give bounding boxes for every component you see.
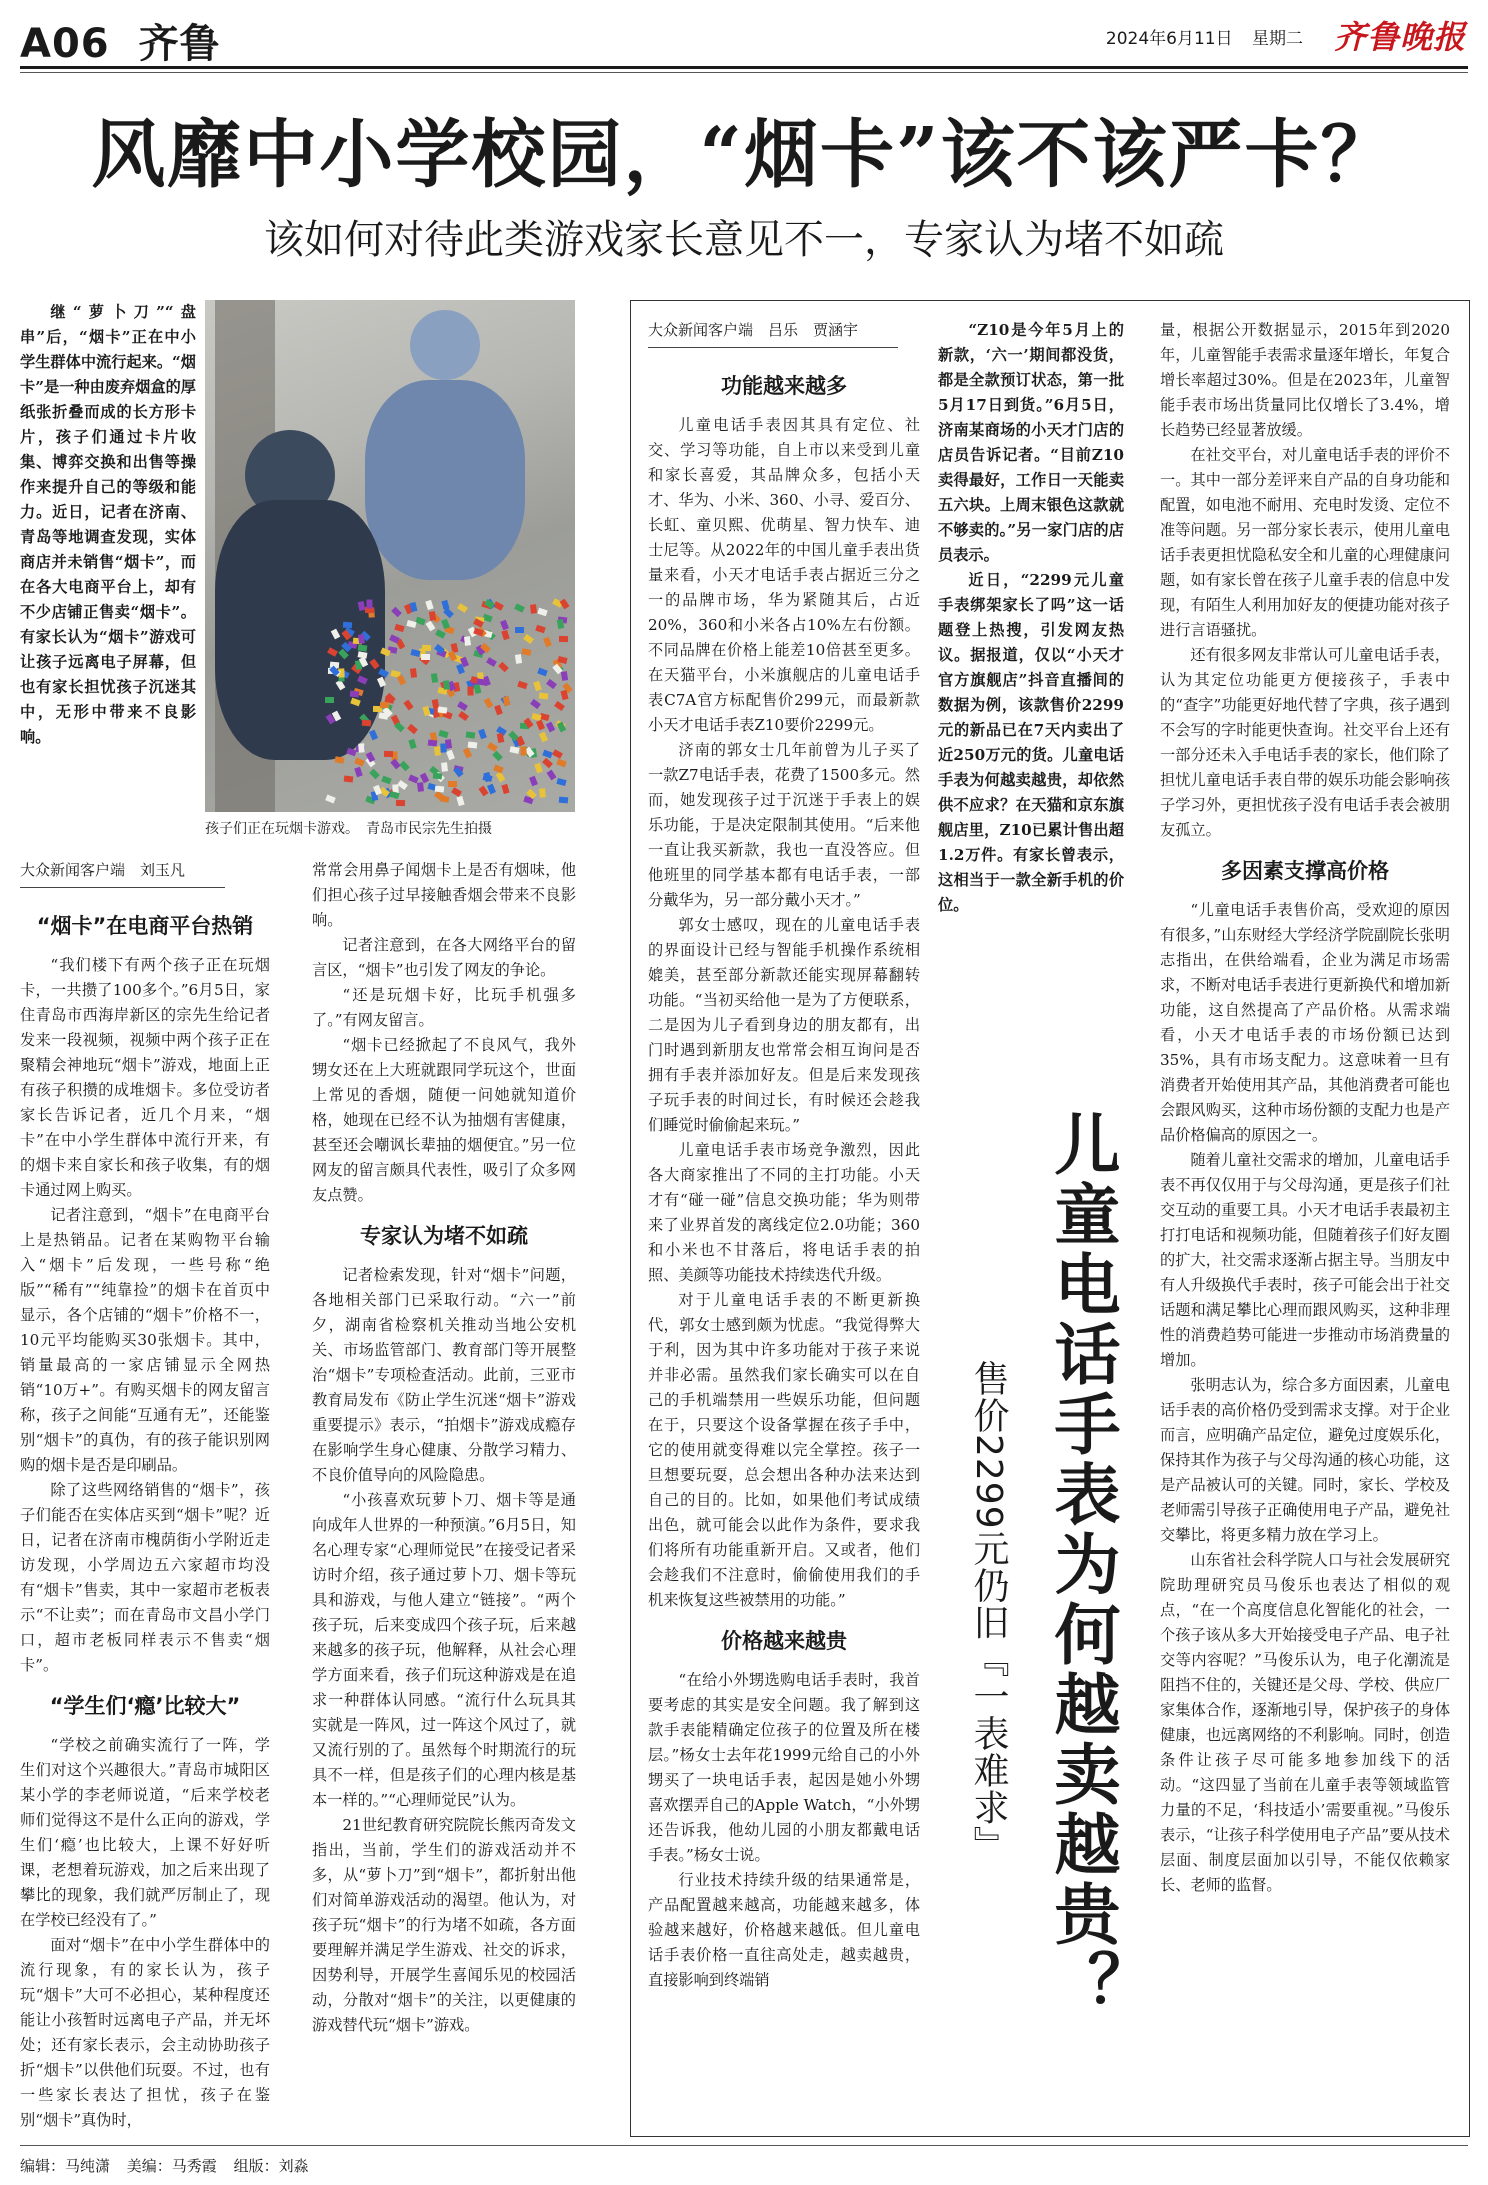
paragraph: 儿童电话手表市场竞争激烈，因此各大商家推出了不同的主打功能。小天才有“碰一碰”信息交换功能；华为则带来了业界首发的离线定位2.0功能；360和小米也不甘落后，将电话手表的拍照、美颜等功能技术持续迭代升级。 [648, 1141, 920, 1284]
photo-card [435, 785, 445, 792]
designer-credit: 美编：马秀霞 [126, 2157, 217, 2175]
proof-credit: 组版：刘淼 [233, 2157, 309, 2175]
photo-card [537, 667, 548, 676]
photo-card [496, 772, 506, 783]
section-heading-addiction: “学生们‘瘾’比较大” [49, 1694, 241, 1718]
photo-card [397, 779, 408, 789]
photo-card [498, 662, 509, 673]
article1-byline: 大众新闻客户端 刘玉凡 [20, 858, 225, 888]
photo-card [343, 776, 353, 783]
photo-card [457, 701, 468, 711]
article2-column-2 [938, 318, 1124, 918]
photo-card [457, 603, 468, 613]
footer-rule [20, 2145, 1468, 2146]
photo-card [484, 697, 494, 708]
photo-card [415, 617, 426, 626]
paragraph: “学校之前确实流行了一阵，学生们对这个兴趣很大。”青岛市城阳区某小学的李老师说道，“后来学校老师们觉得这不是什么正向的游戏，学生们‘瘾’也比较大，上课不好好听课，老想着玩游戏，加之后来出现了攀比的现象，我们就严厉制止了，现在学校已经没有了。” [20, 1736, 270, 1929]
photo-card [429, 612, 436, 622]
photo-card [384, 751, 393, 757]
photo-card [367, 599, 373, 608]
photo-card [536, 625, 546, 633]
photo-card [431, 674, 438, 684]
paragraph: “儿童电话手表售价高，受欢迎的原因有很多，”山东财经大学经济学院副院长张明志指出，在供给端看，企业为满足市场需求，不断对电话手表进行更新换代和增加新功能，这自然提高了产品价格。从需求端看，小天才电话手表的市场份额已达到35%，具有市场支配力。这意味着一旦有消费者开始使用其产品，其他消费者可能也会跟风购买，这种市场份额的支配力也是产品价格偏高的原因之一。 [1160, 901, 1450, 1144]
photo-card [496, 733, 504, 743]
photo-card [486, 657, 497, 667]
paragraph: 对于儿童电话手表的不断更新换代，郭女士感到颇为忧虑。“我觉得弊大于利，因为其中许多功能对于孩子来说并非必需。虽然我们家长确实可以在自己的手机端禁用一些娱乐功能，但问题在于，只要这个设备掌握在孩子手中，它的使用就变得难以完全掌控。孩子一旦想要玩耍，总会想出各种办法来达到自己的目的。比如，如果他们考试成绩出色，就可能会以此作为条件，要求我们将所有功能重新开启。又或者，他们会趁我们不注意时，偷偷使用我们的手机来恢复这些被禁用的功能。” [648, 1291, 920, 1609]
photo-child-body [365, 380, 525, 580]
photo-card [325, 697, 334, 703]
photo-card [443, 680, 450, 690]
date-text: 2024年6月11日 [1105, 29, 1233, 49]
weekday-text: 星期二 [1252, 29, 1303, 49]
photo-card [556, 758, 567, 767]
photo-card [354, 767, 362, 777]
paragraph: 张明志认为，综合多方面因素，儿童电话手表的高价格仍受到需求支撑。对于企业而言，应明确产品定位，避免过度娱乐化，保持其作为孩子与父母沟通的核心功能，这是产品被认可的关键。同时，家长、学校及老师需引导孩子正确使用电子产品，避免社交攀比，将更多精力放在学习上。 [1160, 1376, 1450, 1544]
photo-card [539, 788, 546, 797]
header-rule [20, 66, 1468, 69]
headline: 风靡中小学校园，“烟卡”该不该严卡？ [91, 112, 1397, 198]
photo-card [517, 681, 527, 689]
photo-card [546, 721, 555, 732]
photo-card [467, 687, 473, 696]
paragraph: 儿童电话手表因其具有定位、社交、学习等功能，自上市以来受到儿童和家长喜爱，其品牌众多，包括小天才、华为、小米、360、小寻、爱百分、长虹、童贝熙、优萌星、智力快车、迪士尼等。从2022年的中国儿童手表出货量来看，小天才电话手表占据近三分之一的品牌市场，华为紧随其后，占近20%，360和小米各占10%左右份额。不同品牌在价格上能差10倍甚至更多。在天猫平台，小米旗舰店的儿童电话手表C7A官方标配售价299元，而最新款小天才电话手表Z10要价2299元。 [648, 416, 920, 734]
photo-card [441, 743, 447, 752]
header-rule-thin [20, 72, 1468, 73]
photo-card [403, 700, 413, 711]
article2-column-3 [1160, 318, 1450, 1898]
photo-card [547, 770, 557, 781]
paragraph: 量，根据公开数据显示，2015年到2020年，儿童智能手表需求量逐年增长，年复合增长率超过30%。但是在2023年，儿童智能手表市场出货量同比仅增长了3.4%，增长趋势已经显著放缓。 [1160, 321, 1450, 439]
photo-card [557, 721, 566, 732]
photo-card [446, 749, 455, 760]
article2-vertical-title: 儿童电话手表为何越卖越贵？ [1043, 1110, 1121, 2020]
photo-card [390, 791, 400, 799]
section-name: 齐鲁 [138, 21, 221, 67]
section-heading-functions: 功能越来越多 [721, 374, 847, 398]
photo-card [399, 761, 410, 772]
photo-card [456, 796, 464, 806]
photo-card [394, 722, 405, 733]
photo-card [557, 778, 567, 786]
photo-card [554, 701, 565, 711]
photo-card [542, 749, 553, 758]
photo-card [426, 600, 434, 610]
photo-card [510, 746, 520, 754]
photo-child-body-2 [215, 500, 385, 760]
article1-column-2 [312, 858, 576, 2038]
paragraph: “我们楼下有两个孩子正在玩烟卡，一共攒了100多个。”6月5日，家住青岛市西海岸新区的宗先生给记者发来一段视频，视频中两个孩子正在聚精会神地玩“烟卡”游戏，地面上正有孩子积攒的成堆烟卡。多位受访者家长告诉记者，近几个月来，“烟卡”在中小学生群体中流行开来，有的烟卡来自家长和孩子收集，有的烟卡通过网上购买。 [20, 956, 270, 1199]
page-number [20, 12, 221, 69]
article1-column-1 [20, 858, 270, 2133]
photo-card [468, 741, 478, 748]
photo-card [448, 781, 457, 787]
photo-card [408, 739, 416, 749]
photo-card [458, 711, 469, 721]
photo-card [439, 795, 449, 802]
photo-card [410, 668, 417, 678]
photo-card [557, 619, 564, 629]
paragraph: 记者注意到，“烟卡”在电商平台上是热销品。记者在某购物平台输入“烟卡”后发现，一些号称“绝版”“稀有”“纯靠捡”的烟卡在首页中显示，各个店铺的“烟卡”价格不一，10元平均能购买30张烟卡。其中，销量最高的一家店铺显示全网热销“10万+”。有购买烟卡的网友留言称，孩子之间能“互通有无”，还能鉴别“烟卡”的真伪，有的孩子能识别网购的烟卡是否是印刷品。 [20, 1206, 270, 1474]
photo-card [521, 648, 531, 656]
photo-card [552, 749, 563, 759]
photo-child-head [410, 310, 480, 380]
paragraph: 还有很多网友非常认可儿童电话手表，认为其定位功能更方便接孩子，手表中的“查字”功能更好地代替了字典，孩子遇到不会写的字时能更快查询。社交平台上还有一部分还未入手电话手表的家长，他们除了担忧儿童电话手表自带的娱乐功能会影响孩子学习外，更担忧孩子没有电话手表会被朋友孤立。 [1160, 646, 1450, 839]
photo-card [463, 748, 472, 759]
lead-paragraph: 继“萝卜刀”“盘串”后，“烟卡”正在中小学生群体中流行起来。“烟卡”是一种由废弃烟盒的厚纸张折叠而成的长方形卡片，孩子们通过卡片收集、博弈交换和出售等操作来提升自己的等级和能力。近日，记者在济南、青岛等地调查发现，实体商店并未销售“烟卡”，而在各大电商平台上，却有不少店铺正售卖“烟卡”。有家长认为“烟卡”游戏可让孩子远离电子屏幕，但也有家长担忧孩子沉迷其中，无形中带来不良影响。 [20, 303, 196, 746]
article2-vertical-subtitle: 售价2299元仍旧『一表难求』 [968, 1360, 1009, 1863]
paragraph: “还是玩烟卡好，比玩手机强多了。”有网友留言。 [312, 986, 576, 1029]
section-heading-factors: 多因素支撑高价格 [1221, 859, 1389, 883]
photo-card [358, 743, 365, 752]
photo-card [482, 774, 492, 782]
photo-card [492, 751, 503, 762]
photo-card [380, 702, 389, 708]
paragraph: 济南的郭女士几年前曾为儿子买了一款Z7电话手表，花费了1500多元。然而，她发现孩子过于沉迷于手表上的娱乐功能，于是决定限制其使用。“后来他一直让我买新款，我也一直没答应。但他班里的同学基本都有电话手表，一部分戴华为，另一部分戴小天才。” [648, 741, 920, 909]
section-heading-expert: 专家认为堵不如疏 [360, 1224, 528, 1248]
photo-caption: 孩子们正在玩烟卡游戏。 青岛市民宗先生拍摄 [205, 821, 492, 837]
photo-card [542, 758, 553, 768]
photo-card [559, 599, 569, 610]
photo-card [325, 794, 336, 803]
photo-card [441, 762, 448, 772]
photo-card [343, 622, 352, 629]
photo-card [451, 787, 462, 797]
photo-card [439, 730, 449, 738]
photo-card [559, 796, 568, 803]
photo-card [543, 637, 552, 648]
photo-card [358, 651, 368, 658]
photo-card [417, 783, 424, 793]
photo-card [501, 784, 509, 794]
photo-card [535, 762, 544, 773]
subheadline: 该如何对待此类游戏家长意见不一，专家认为堵不如疏 [264, 217, 1224, 263]
photo-card [515, 627, 524, 633]
photo-card [428, 740, 438, 747]
paragraph: 在社交平台，对儿童电话手表的评价不一。其中一部分差评来自产品的自身功能和配置，如电池不耐用、充电时发烫、定位不准等问题。另一部分家长表示，使用儿童电话手表更担忧隐私安全和儿童的心理健康问题，如有家长曾在孩子儿童手表的信息中发现，有陌生人利用加好友的便捷功能对孩子进行言语骚扰。 [1160, 446, 1450, 639]
photo-card [539, 732, 548, 743]
paragraph: 随着儿童社交需求的增加，儿童电话手表不再仅仅用于与父母沟通，更是孩子们社交互动的重要工具。小天才电话手表最初主打打电话和视频功能，但随着孩子们好友圈的扩大，社交需求逐渐占据主导。当朋友中有人升级换代手表时，孩子可能会出于社交话题和满足攀比心理而跟风购买，这种非理性的消费趋势可能进一步推动市场消费量的增加。 [1160, 1151, 1450, 1369]
page-code: A06 [20, 21, 110, 67]
photo-card [421, 654, 430, 660]
issue-date [1106, 24, 1303, 49]
photo-card [397, 675, 407, 686]
photo-card [523, 634, 534, 644]
paragraph: 除了这些网络销售的“烟卡”，孩子们能否在实体店买到“烟卡”呢？近日，记者在济南市槐荫街小学附近走访发现，小学周边五六家超市均没有“烟卡”售卖，其中一家超市老板表示“不让卖”；而在青岛市文昌小学门口，超市老板同样表示不售卖“烟卡”。 [20, 1481, 270, 1674]
paragraph: 面对“烟卡”在中小学生群体中的流行现象，有的家长认为，孩子玩“烟卡”大可不必担心，某种程度还能让小孩暂时远离电子产品，并无坏处；还有家长表示，会主动协助孩子折“烟卡”以供他们玩耍。不过，也有一些家长表达了担忧，孩子在鉴别“烟卡”真伪时， [20, 1936, 270, 2129]
photo-card [390, 759, 400, 770]
photo-card [559, 635, 568, 641]
photo-card [369, 729, 378, 740]
editor-credit: 编辑：马纯潇 [20, 2157, 111, 2175]
photo-card [407, 724, 418, 734]
photo-card [357, 644, 367, 651]
photo-card [536, 719, 545, 730]
photo-card [520, 746, 527, 755]
photo-card [561, 672, 568, 682]
photo-card [406, 620, 416, 628]
photo-card [438, 707, 448, 714]
paragraph: 近日，“2299元儿童手表绑架家长了吗”这一话题登上热搜，引发网友热议。据报道，仅以“小天才官方旗舰店”抖音直播间的数据为例，该款售价2299元的新品已在7天内卖出了近250万元的货。儿童电话手表为何越卖越贵，却依然供不应求？在天猫和京东旗舰店里，Z10已累计售出超1.2万件。有家长曾表示，这相当于一款全新手机的价位。 [938, 571, 1124, 914]
photo-card [358, 634, 365, 644]
paragraph: “在给小外甥选购电话手表时，我首要考虑的其实是安全问题。我了解到这款手表能精确定位孩子的位置及所在楼层。”杨女士去年花1999元给自己的小外甥买了一块电话手表，起因是她小外甥喜欢摆弄自己的Apple Watch，“小外甥还告诉我，他幼儿园的小朋友都戴电话手表。”杨女士说。 [648, 1671, 920, 1864]
paragraph: 行业技术持续升级的结果通常是，产品配置越来越高，功能越来越多，体验越来越好，价格越来越低。但儿童电话手表价格一直往高处走，越卖越贵，直接影响到终端销 [648, 1871, 920, 1989]
photo-card [409, 602, 417, 612]
photo-card [465, 732, 475, 739]
photo-card [349, 690, 359, 697]
section-heading-price: 价格越来越贵 [721, 1629, 847, 1653]
photo-card [494, 705, 503, 716]
photo-card [354, 757, 365, 766]
article2-column-1 [648, 318, 920, 1993]
photo-card [381, 775, 392, 784]
photo-card [396, 800, 405, 806]
photo-card [395, 624, 405, 632]
paragraph: 常常会用鼻子闻烟卡上是否有烟味，他们担心孩子过早接触香烟会带来不良影响。 [312, 861, 576, 929]
photo-card [502, 696, 510, 706]
paragraph: “小孩喜欢玩萝卜刀、烟卡等是通向成年人世界的一种预演。”6月5日，知名心理专家“心理师觉民”在接受记者采访时介绍，孩子通过萝卜刀、烟卡等玩具和游戏，与他人建立“链接”。“两个孩子玩，后来变成四个孩子玩，后来越来越多的孩子玩，他解释，从社会心理学方面来看，孩子们玩这种游戏是在追求一种群体认同感。“流行什么玩具其实就是一阵风，过一阵这个风过了，就又流行别的了。虽然每个时期流行的玩具不一样，但是孩子们的心理内核是基本一样的。”“心理师觉民”认为。 [312, 1491, 576, 1809]
photo-card [473, 684, 481, 694]
paragraph: 记者检索发现，针对“烟卡”问题，各地相关部门已采取行动。“六一”前夕，湖南省检察机关推动当地公安机关、市场监管部门、教育部门等开展整治“烟卡”专项检查活动。此前，三亚市教育局发布《防止学生沉迷“烟卡”游戏重要提示》表示，“拍烟卡”游戏成瘾存在影响学生身心健康、分散学习精力、不良价值导向的风险隐患。 [312, 1266, 576, 1484]
photo-card [530, 699, 541, 709]
paragraph: 郭女士感叹，现在的儿童电话手表的界面设计已经与智能手机操作系统相媲美，甚至部分新款还能实现屏幕翻转功能。“当初买给他一是为了方便联系，二是因为儿子看到身边的朋友都有，出门时遇到新朋友也常常会相互询问是否拥有手表并添加好友。但是后来发现孩子玩手表的时间过长，有时候还会趁我们睡觉时偷偷起来玩。” [648, 916, 920, 1134]
photo-card [530, 604, 537, 614]
kids-playing-cards-photo [205, 300, 575, 812]
photo-card [537, 608, 547, 616]
article1-lead [20, 300, 196, 750]
footer-credits [20, 2155, 321, 2176]
photo-card [514, 654, 521, 664]
paragraph: 21世纪教育研究院院长熊丙奇发文指出，当前，学生们的游戏活动并不多，从“萝卜刀”到“烟卡”，都折射出他们对简单游戏活动的渴望。他认为，对孩子玩“烟卡”的行为堵不如疏，各方面要理解并满足学生游戏、社交的诉求，因势利导，开展学生喜闻乐见的校园活动，分散对“烟卡”的关注，以更健康的游戏替代玩“烟卡”游戏。 [312, 1816, 576, 2034]
photo-card [425, 621, 435, 632]
photo-card [501, 630, 509, 640]
photo-card [369, 769, 380, 780]
article2-byline: 大众新闻客户端 吕乐 贾涵宇 [648, 318, 898, 348]
masthead-logo: 齐鲁晚报 [1333, 18, 1466, 56]
photo-card [533, 681, 542, 691]
photo-card [529, 775, 538, 786]
photo-card [441, 600, 449, 610]
photo-card [500, 619, 509, 630]
photo-card [514, 603, 525, 612]
photo-card [441, 619, 450, 630]
paragraph: 记者注意到，在各大网络平台的留言区，“烟卡”也引发了网友的争论。 [312, 936, 576, 979]
photo-card [493, 764, 504, 773]
photo-card [478, 729, 487, 740]
section-heading-ecommerce: “烟卡”在电商平台热销 [36, 914, 254, 938]
paragraph: “Z10是今年5月上的新款，‘六一’期间都没货，都是全款预订状态，第一批5月17日到货。”6月5日，济南某商场的小天才门店的店员告诉记者。“目前Z10卖得最好，工作日一天能卖五六块。上周末银色这款就不够卖的。”另一家门店的店员表示。 [938, 321, 1124, 564]
photo-card [362, 719, 371, 726]
paragraph: 山东省社会科学院人口与社会发展研究院助理研究员马俊乐也表达了相似的观点，“在一个高度信息化智能化的社会，一个孩子该从多大开始接受电子产品、电子社交等内容呢？”马俊乐认为，电子化潮流是阻挡不住的，关键还是父母、学校、供应厂家集体合作，逐渐地引导，保护孩子的身体健康，也远离网络的不利影响。同时，创造条件让孩子尽可能多地参加线下的活动。“这四显了当前在儿童手表等领域监管力量的不足，‘科技适小’需要重视。”马俊乐表示，“让孩子科学使用电子产品”要从技术层面、制度层面加以引导，不能仅依赖家长、老师的监督。 [1160, 1551, 1450, 1894]
photo-card [433, 772, 443, 779]
photo-card [335, 757, 345, 764]
photo-card [464, 636, 471, 646]
paragraph: “烟卡已经掀起了不良风气，我外甥女还在上大班就跟同学玩这个，世面上常见的香烟，随便一问她就知道价格，她现在已经不认为抽烟有害健康，甚至还会嘲讽长辈抽的烟便宜。”另一位网友的留言颇具代表性，吸引了众多网友点赞。 [312, 1036, 576, 1204]
photo-card [538, 692, 548, 699]
photo-card [391, 607, 402, 618]
photo-card [546, 679, 557, 689]
